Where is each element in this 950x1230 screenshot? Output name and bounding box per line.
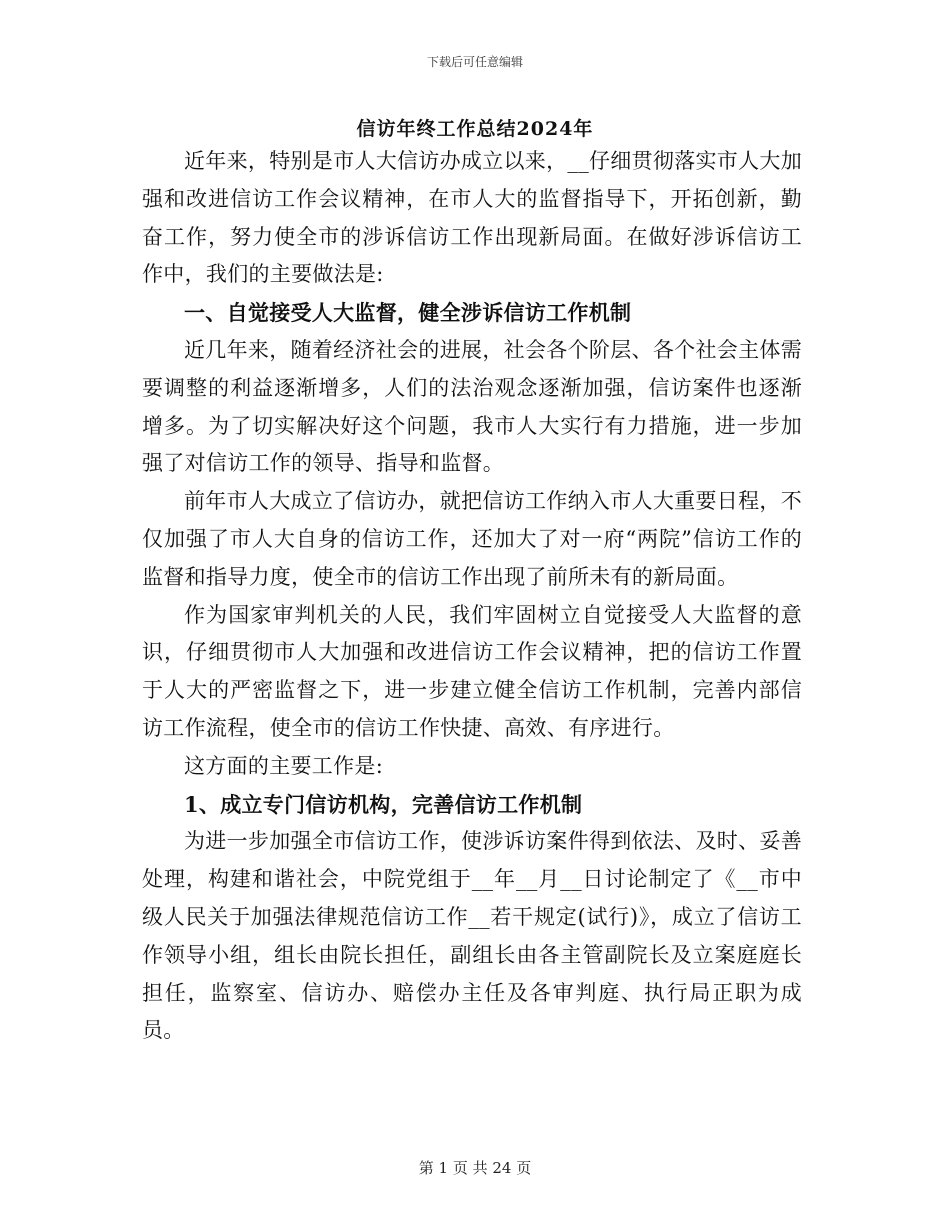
intro-paragraph: 近年来，特别是市人大信访办成立以来，__仔细贯彻落实市人大加强和改进信访工作会议精神，在市人大的监督指导下，开拓创新，勤奋工作，努力使全市的涉诉信访工作出现新局面。在做好涉诉信访工作中，我们的主要做法是:	[142, 149, 802, 287]
body-paragraph: 前年市人大成立了信访办，就把信访工作纳入市人大重要日程，不仅加强了市人大自身的信访工作，还加大了对一府“两院”信访工作的监督和指导力度，使全市的信访工作出现了前所未有的新局面。	[142, 489, 802, 589]
body-paragraph: 作为国家审判机关的人民，我们牢固树立自觉接受人大监督的意识，仔细贯彻市人大加强和改进信访工作会议精神，把的信访工作置于人大的严密监督之下，进一步建立健全信访工作机制，完善内部信访工作流程，使全市的信访工作快捷、高效、有序进行。	[142, 602, 802, 740]
subsection-heading-1: 1、成立专门信访机构，完善信访工作机制	[184, 791, 583, 817]
section-heading-1: 一、自觉接受人大监督，健全涉诉信访工作机制	[184, 300, 632, 326]
document-title: 信访年终工作总结2024年	[356, 118, 594, 140]
page-header-note: 下载后可任意编辑	[426, 55, 523, 69]
body-paragraph: 为进一步加强全市信访工作，使涉诉访案件得到依法、及时、妥善处理，构建和谐社会，中院党组于__年__月__日讨论制定了《__市中级人民关于加强法律规范信访工作__若干规定(试行)》，成立了信访工作领导小组，组长由院长担任，副组长由各主管副院长及立案庭庭长担任，监察室、信访办、赔偿办主任及各审判庭、执行局正职为成员。	[142, 829, 802, 1043]
page-number: 第 1 页 共 24 页	[418, 1159, 532, 1177]
body-paragraph: 这方面的主要工作是:	[184, 753, 384, 778]
body-paragraph: 近几年来，随着经济社会的进展，社会各个阶层、各个社会主体需要调整的利益逐渐增多，人们的法治观念逐渐加强，信访案件也逐渐增多。为了切实解决好这个问题，我市人大实行有力措施，进一步加强了对信访工作的领导、指导和监督。	[142, 337, 802, 476]
document-body	[142, 143, 802, 1050]
